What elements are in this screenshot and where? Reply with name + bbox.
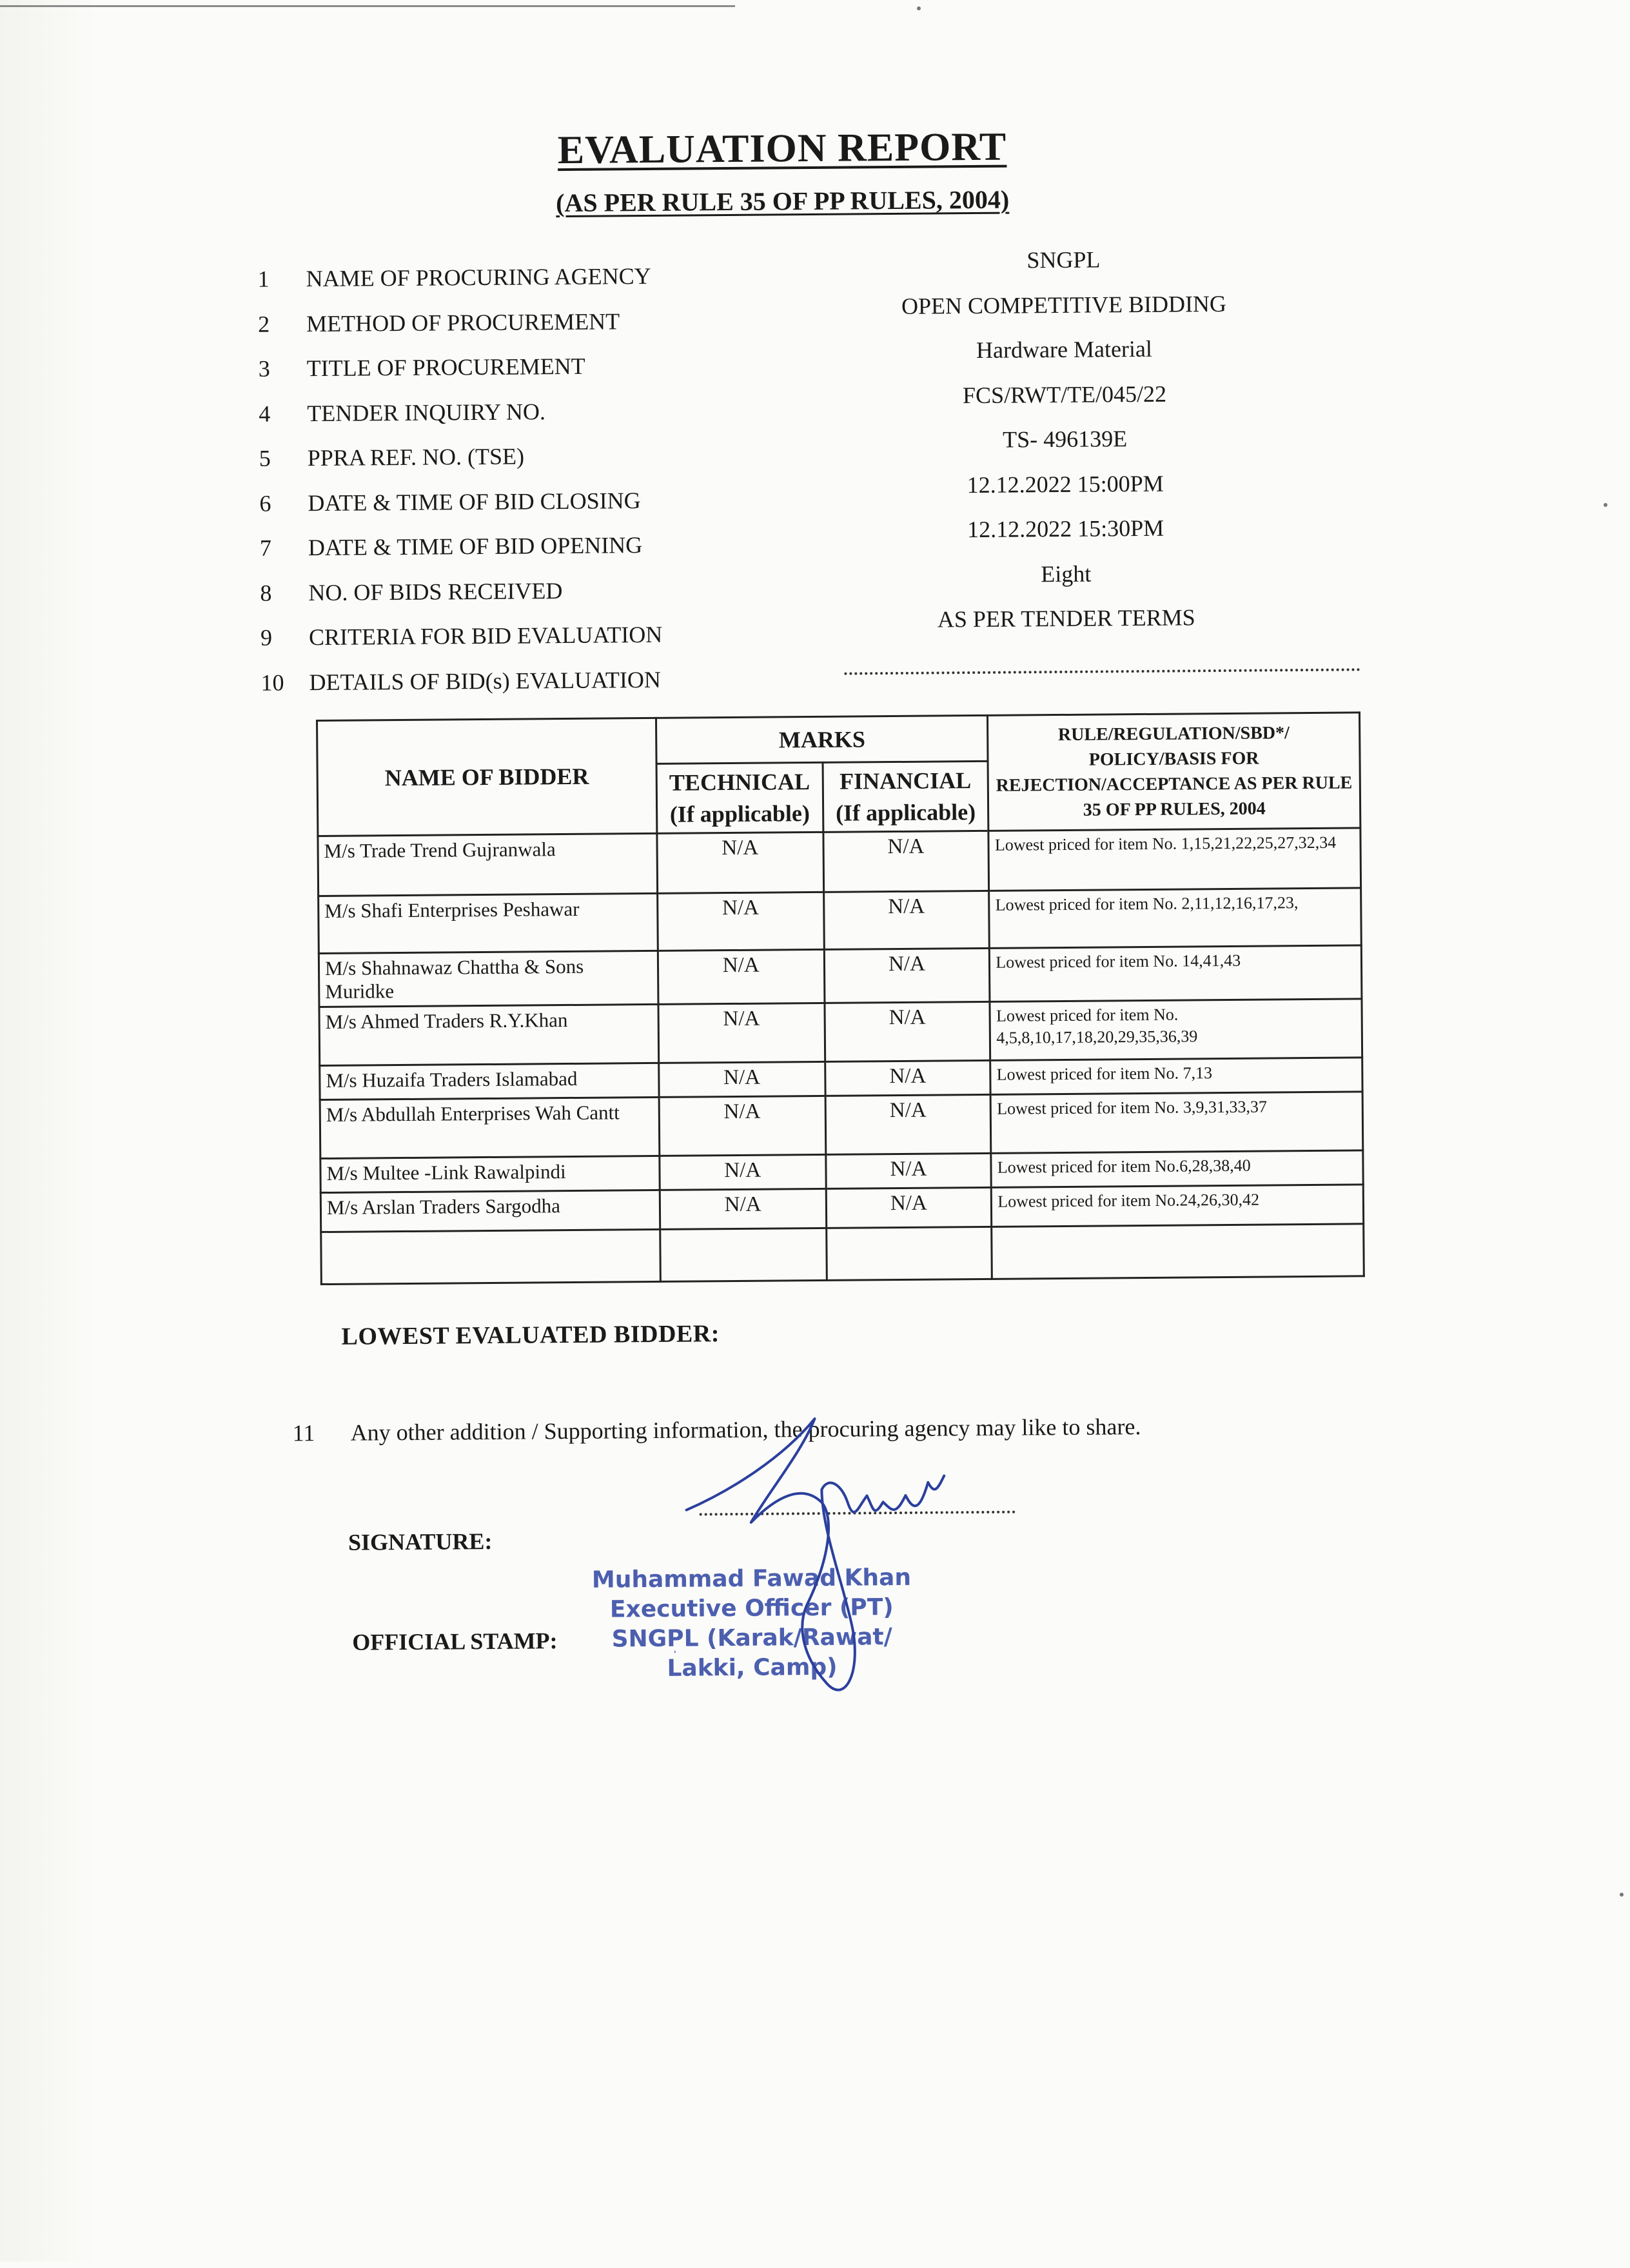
technical-mark: N/A	[657, 892, 823, 951]
row-label: NO. OF BIDS RECEIVED	[308, 577, 563, 606]
row-number: 2	[258, 311, 270, 337]
technical-mark: N/A	[659, 1062, 825, 1098]
lowest-evaluated-bidder-label: LOWEST EVALUATED BIDDER:	[341, 1320, 720, 1350]
row-value: AS PER TENDER TERMS	[937, 604, 1195, 633]
rule-header: RULE/REGULATION/SBD*/ POLICY/BASIS FOR REJECTION/ACCEPTANCE AS PER RULE 35 OF PP RULES, 2004	[988, 713, 1360, 831]
empty-cell	[826, 1227, 992, 1281]
scan-speck	[1620, 1893, 1624, 1897]
stamp-line-org: SNGPL (Karak/Rawat/	[611, 1624, 892, 1653]
financial-mark: N/A	[826, 1188, 992, 1228]
financial-mark: N/A	[825, 1002, 991, 1062]
name-of-bidder-header: NAME OF BIDDER	[317, 718, 657, 836]
rule-basis: Lowest priced for item No. 7,13	[990, 1058, 1362, 1095]
bidder-name: M/s Ahmed Traders R.Y.Khan	[319, 1005, 659, 1066]
scan-speck	[1604, 503, 1607, 507]
table-row	[319, 888, 1362, 954]
row-label: PPRA REF. NO. (TSE)	[307, 443, 525, 471]
scan-speck	[917, 6, 921, 10]
bidder-name: M/s Multee -Link Rawalpindi	[320, 1156, 660, 1193]
financial-note: (If applicable)	[835, 798, 976, 826]
row-value: 12.12.2022 15:30PM	[967, 515, 1164, 543]
financial-mark: N/A	[823, 891, 990, 950]
bidder-name: M/s Arslan Traders Sargodha	[320, 1190, 660, 1232]
row-number: 4	[259, 400, 271, 427]
table-row	[319, 945, 1362, 1007]
financial-mark: N/A	[825, 1154, 991, 1189]
technical-mark: N/A	[660, 1189, 826, 1230]
bidder-name: M/s Trade Trend Gujranwala	[318, 834, 658, 896]
rule-basis: Lowest priced for item No. 1,15,21,22,25,27,32,34	[988, 828, 1360, 891]
technical-mark: N/A	[659, 1096, 825, 1156]
row-number: 3	[258, 355, 270, 382]
financial-header	[823, 761, 989, 832]
rule-basis: Lowest priced for item No. 3,9,31,33,37	[990, 1092, 1362, 1154]
table-row-empty	[321, 1224, 1364, 1285]
bidder-name: M/s Shafi Enterprises Peshawar	[319, 894, 658, 954]
empty-cell	[660, 1228, 827, 1282]
row-label: DATE & TIME OF BID OPENING	[308, 532, 643, 561]
marks-header: MARKS	[656, 715, 988, 764]
row-label: DETAILS OF BID(s) EVALUATION	[309, 666, 662, 695]
item-11-text: Any other addition / Supporting information, the procuring agency may like to share.	[350, 1414, 1141, 1446]
handwritten-signature	[673, 1410, 1036, 1710]
technical-note: (If applicable)	[669, 800, 810, 827]
info-row	[260, 660, 1389, 713]
info-list	[257, 246, 1389, 714]
stamp-line-title: Executive Officer (PT)	[609, 1594, 894, 1623]
rule-basis: Lowest priced for item No.6,28,38,40	[991, 1150, 1363, 1188]
report-subtitle: (AS PER RULE 35 OF PP RULES, 2004)	[556, 184, 1010, 218]
row-number: 7	[259, 535, 272, 561]
row-value: Eight	[1041, 560, 1092, 587]
row-value: OPEN COMPETITIVE BIDDING	[901, 290, 1227, 319]
row-label: TENDER INQUIRY NO.	[307, 398, 546, 426]
row-number: 8	[260, 580, 272, 606]
technical-header	[656, 762, 823, 833]
technical-label: TECHNICAL	[669, 769, 810, 796]
item-11-number: 11	[292, 1420, 315, 1446]
row-number: 1	[257, 266, 270, 292]
report-title: EVALUATION REPORT	[557, 124, 1007, 173]
table-row	[318, 828, 1361, 896]
rule-basis: Lowest priced for item No. 4,5,8,10,17,18,20,29,35,36,39	[990, 999, 1362, 1061]
row-value: TS- 496139E	[1002, 426, 1128, 453]
bidder-name: M/s Abdullah Enterprises Wah Cantt	[320, 1098, 660, 1159]
row-number: 10	[260, 669, 284, 696]
row-value: 12.12.2022 15:00PM	[967, 470, 1164, 498]
technical-mark: N/A	[660, 1155, 826, 1190]
table-row	[320, 1092, 1363, 1159]
row-label: CRITERIA FOR BID EVALUATION	[308, 621, 663, 651]
stamp-line-location: Lakki, Camp)	[667, 1653, 838, 1682]
row-label: METHOD OF PROCUREMENT	[306, 308, 620, 337]
technical-mark: N/A	[657, 833, 823, 894]
financial-mark: N/A	[825, 1061, 990, 1096]
row-label: TITLE OF PROCUREMENT	[306, 353, 585, 382]
rule-basis: Lowest priced for item No. 2,11,12,16,17,23,	[989, 888, 1361, 949]
bid-evaluation-table	[316, 711, 1365, 1285]
bidder-name: M/s Huzaifa Traders Islamabad	[320, 1063, 659, 1100]
rule-basis: Lowest priced for item No. 14,41,43	[990, 945, 1362, 1002]
signature-label: SIGNATURE:	[348, 1528, 493, 1555]
financial-mark: N/A	[823, 831, 989, 892]
row-number: 5	[259, 445, 271, 471]
technical-mark: N/A	[658, 950, 824, 1005]
row-label: NAME OF PROCURING AGENCY	[306, 262, 651, 292]
financial-mark: N/A	[824, 949, 990, 1003]
row-number: 9	[260, 624, 273, 651]
row-label: DATE & TIME OF BID CLOSING	[308, 487, 641, 516]
rule-basis: Lowest priced for item No.24,26,30,42	[992, 1185, 1364, 1227]
empty-cell	[992, 1224, 1364, 1279]
empty-cell	[321, 1230, 660, 1285]
financial-label: FINANCIAL	[840, 767, 972, 794]
dotted-fill-line	[844, 668, 1360, 675]
stamp-line-name: Muhammad Fawad Khan	[591, 1564, 912, 1593]
table-row	[319, 999, 1362, 1066]
row-number: 6	[259, 490, 271, 517]
bidder-name: M/s Shahnawaz Chattha & Sons Muridke	[319, 951, 658, 1007]
financial-mark: N/A	[825, 1095, 992, 1155]
official-stamp-label: OFFICIAL STAMP:	[352, 1628, 558, 1655]
row-value: Hardware Material	[976, 335, 1153, 363]
row-value: FCS/RWT/TE/045/22	[962, 380, 1167, 408]
row-value: SNGPL	[1026, 246, 1101, 273]
technical-mark: N/A	[658, 1003, 825, 1063]
